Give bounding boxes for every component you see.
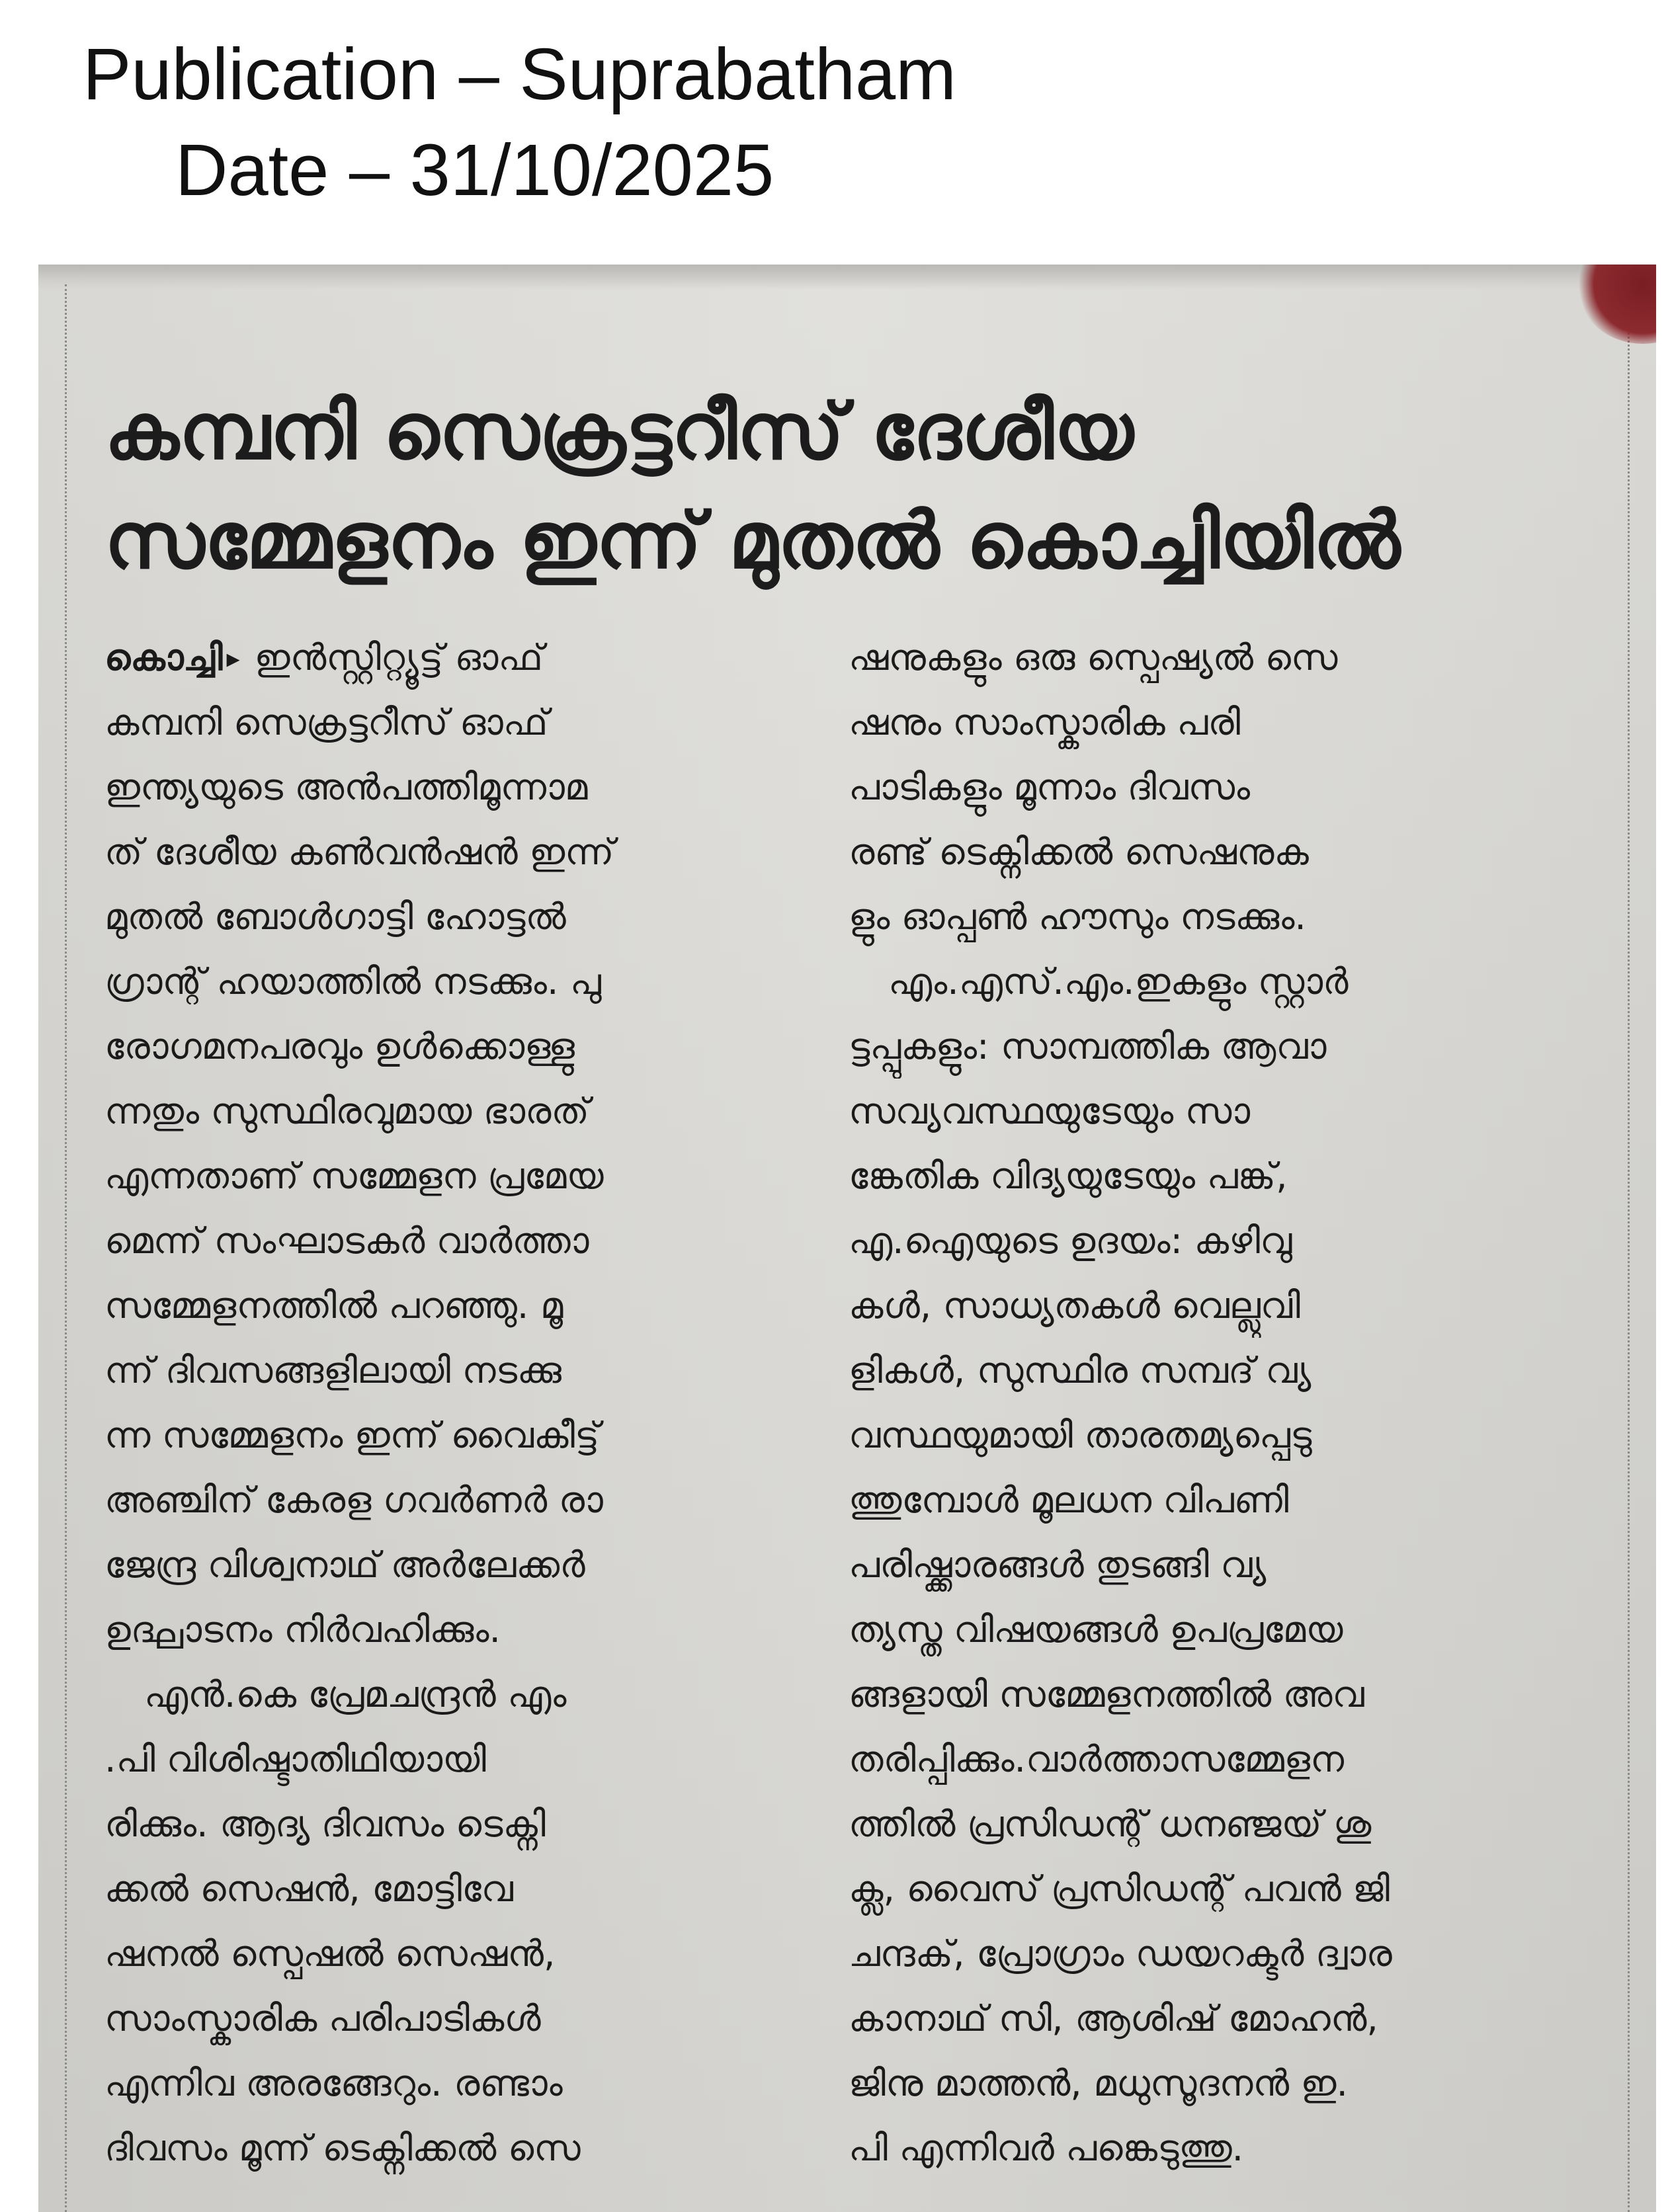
article-line: എന്നതാണ് സമ്മേളന പ്രമേയ — [104, 1155, 604, 1197]
article-line: കൾ, സാധ്യതകൾ വെല്ലുവി — [849, 1284, 1300, 1327]
article-line: ചന്ദക്, പ്രോഗ്രാം ഡയറക്ടർ ദ്വാര — [849, 1932, 1392, 1975]
article-line: ക്കൽ സെഷൻ, മോട്ടിവേ — [104, 1867, 513, 1910]
article-line: കാനാഥ് സി, ആശിഷ് മോഹൻ, — [849, 1997, 1378, 2039]
article-line: ന്നതും സുസ്ഥിരവുമായ ഭാരത് — [104, 1090, 589, 1132]
article-line: അഞ്ചിന് കേരള ഗവർണർ രാ — [104, 1479, 603, 1521]
article-line: ത് ദേശീയ കൺവൻഷൻ ഇന്ന് — [104, 831, 614, 873]
article-line: ദിവസം മൂന്ന് ടെക്നിക്കൽ സെ — [104, 2127, 581, 2169]
article-line: വസ്ഥയുമായി താരതമ്യപ്പെടു — [849, 1414, 1312, 1456]
headline-line: കമ്പനി സെക്രട്ടറീസ് ദേശീയ — [104, 386, 1134, 477]
article-headline — [104, 377, 1593, 595]
article-text: ഇൻസ്റ്റിറ്റ്യൂട്ട് ഓഫ് — [254, 636, 544, 678]
article-line: ജേന്ദ്ര വിശ്വനാഥ് അർലേക്കർ — [104, 1543, 585, 1586]
article-line: രോഗമനപരവും ഉൾക്കൊള്ളു — [104, 1025, 575, 1067]
dateline: കൊച്ചി — [104, 636, 223, 678]
article-line: മെന്ന് സംഘാടകർ വാർത്താ — [104, 1219, 589, 1262]
article-line: കമ്പനി സെക്രട്ടറീസ് ഓഫ് — [104, 701, 548, 743]
article-line: ന്ന് ദിവസങ്ങളിലായി നടക്കു — [104, 1349, 562, 1391]
article-line: ത്തിൽ പ്രസിഡന്റ് ധനഞ്ജയ് ശു — [849, 1803, 1372, 1845]
article-line: എം.എസ്.എം.ഇകളും സ്റ്റാർ — [888, 960, 1349, 1003]
article-line: ഷനുകളും ഒരു സ്പെഷ്യൽ സെ — [849, 636, 1338, 678]
article-line: തരിപ്പിക്കും.വാർത്താസമ്മേളന — [849, 1738, 1345, 1780]
clipping-top-edge — [38, 265, 1656, 290]
article-line: രണ്ട് ടെക്നിക്കൽ സെഷനുക — [849, 831, 1309, 873]
article-line: എ.ഐയുടെ ഉദയം: കഴിവു — [849, 1219, 1292, 1262]
article-line — [104, 625, 812, 690]
article-line: എൻ.കെ പ്രേമചന്ദ്രൻ എം — [144, 1673, 567, 1715]
left-column-rule — [65, 284, 67, 2212]
headline-line: സമ്മേളനം ഇന്ന് മുതൽ കൊച്ചിയിൽ — [104, 495, 1401, 586]
article-line: സാംസ്കാരിക പരിപാടികൾ — [104, 1997, 541, 2039]
article-line: ത്തുമ്പോൾ മൂലധന വിപണി — [849, 1479, 1289, 1521]
newspaper-clipping — [38, 265, 1656, 2212]
article-line: സവ്യവസ്ഥയുടേയും സാ — [849, 1090, 1251, 1132]
article-line: ഗ്രാന്റ് ഹയാത്തിൽ നടക്കും. പു — [104, 960, 601, 1003]
article-line: ന്ന സമ്മേളനം ഇന്ന് വൈകീട്ട് — [104, 1414, 600, 1456]
article-line: രിക്കും. ആദ്യ ദിവസം ടെക്നി — [104, 1803, 546, 1845]
article-line: മുതൽ ബോൾഗാട്ടി ഹോട്ടൽ — [104, 895, 566, 938]
red-corner-mark — [1577, 265, 1656, 344]
article-line: എന്നിവ അരങ്ങേറും. രണ്ടാം — [104, 2062, 563, 2104]
article-line: പരിഷ്ക്കാരങ്ങൾ തുടങ്ങി വ്യ — [849, 1543, 1267, 1586]
article-line: ക്ല, വൈസ് പ്രസിഡന്റ് പവൻ ജി — [849, 1867, 1390, 1910]
article-line: പി എന്നിവർ പങ്കെടുത്തു. — [849, 2127, 1244, 2169]
article-line: ജിനു മാത്തൻ, മധുസൂദനൻ ഇ. — [849, 2062, 1348, 2104]
article-line: ങ്ങളായി സമ്മേളനത്തിൽ അവ — [849, 1673, 1364, 1715]
publication-caption — [83, 26, 956, 218]
article-line: ഇന്ത്യയുടെ അൻപത്തിമൂന്നാമ — [104, 766, 588, 808]
article-line: ട്ടപ്പുകളും: സാമ്പത്തിക ആവാ — [849, 1025, 1327, 1067]
dateline-arrow-icon: ▸ — [226, 643, 240, 674]
article-line: സമ്മേളനത്തിൽ പറഞ്ഞു. മൂ — [104, 1284, 563, 1327]
article-line: ങ്കേതിക വിദ്യയുടേയും പങ്ക്, — [849, 1155, 1288, 1197]
article-line: ളും ഓപ്പൺ ഹൗസും നടക്കും. — [849, 895, 1306, 938]
article-line: .പി വിശിഷ്ടാതിഥിയായി — [104, 1738, 486, 1780]
article-line: ത്യസ്ത വിഷയങ്ങൾ ഉപപ്രമേയ — [849, 1608, 1343, 1651]
article-line: ഉദ്ഘാടനം നിർവഹിക്കും. — [104, 1608, 501, 1651]
article-column-right — [849, 625, 1556, 2180]
publication-date: Date – 31/10/2025 — [175, 130, 774, 211]
article-column-left — [104, 625, 812, 2180]
right-column-rule — [1628, 284, 1630, 2212]
publication-name: Publication – Suprabatham — [83, 34, 956, 115]
article-line: പാടികളും മൂന്നാം ദിവസം — [849, 766, 1251, 808]
article-line: ളികൾ, സുസ്ഥിര സമ്പദ് വ്യ — [849, 1349, 1312, 1391]
article-line: ഷനും സാംസ്കാരിക പരി — [849, 701, 1241, 743]
article-line: ഷനൽ സ്പെഷൽ സെഷൻ, — [104, 1932, 556, 1975]
